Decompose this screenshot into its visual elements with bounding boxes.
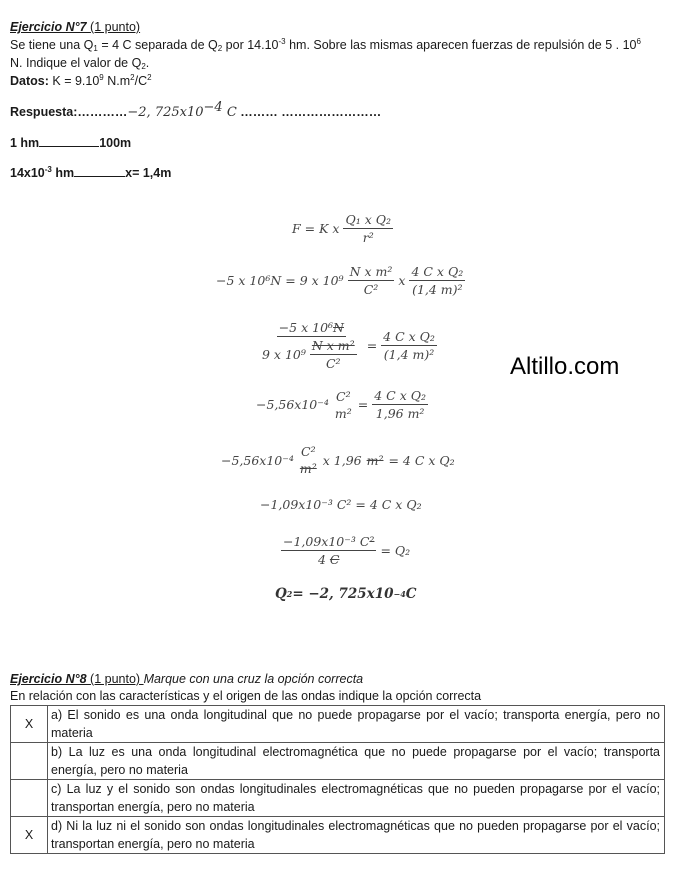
text: = <box>366 338 378 353</box>
equation-7 <box>277 534 410 567</box>
ej7-conversion-1 <box>10 135 131 151</box>
text: 4 C x Q₂ <box>374 388 426 403</box>
text: 4 C x Q₂ <box>383 329 435 344</box>
text: 4 <box>317 552 330 567</box>
fraction-denominator <box>260 337 363 371</box>
blank-line <box>74 165 125 177</box>
fraction <box>343 212 393 245</box>
text: ……… …………………… <box>236 105 382 119</box>
text: −4 <box>393 589 406 599</box>
text: −4 <box>203 100 223 115</box>
fraction <box>298 444 319 476</box>
text: −5 x 10⁶N = 9 x 10⁹ <box>216 273 344 288</box>
fraction-numerator <box>277 320 346 337</box>
fraction <box>281 534 376 567</box>
ej7-respuesta <box>10 100 382 121</box>
text: 2 <box>286 589 293 599</box>
blank-line <box>39 135 99 147</box>
text: 1,96 m² <box>375 406 425 421</box>
text: r² <box>362 230 374 245</box>
ej7-heading <box>10 19 140 35</box>
option-row <box>11 706 665 743</box>
text: m² <box>366 452 384 468</box>
text: 100m <box>99 136 132 150</box>
text: 9 x 10⁹ <box>262 347 306 362</box>
text: x 1,96 <box>322 452 362 468</box>
text: hm <box>51 166 75 180</box>
text: = −2, 725x10 <box>292 586 394 602</box>
option-text: a) El sonido es una onda longitudinal que no puede propagarse por el vacío; transporta energía, pero no materia <box>48 706 665 743</box>
text: Se tiene una Q <box>10 38 94 52</box>
text: F = K x <box>292 221 340 236</box>
text: ………… <box>77 105 128 119</box>
text: C² <box>336 388 351 404</box>
text: 9 <box>99 73 104 82</box>
ej7-datos <box>10 73 152 89</box>
text: por 14.10 <box>222 38 279 52</box>
text: -3 <box>278 37 286 46</box>
text: −1,09x10⁻³ C <box>283 534 370 549</box>
text: 4 C x Q₂ <box>411 264 464 279</box>
option-row <box>11 817 665 854</box>
text: K = 9.10 <box>48 74 100 88</box>
datos-label: Datos: <box>10 74 49 88</box>
text: /C <box>134 74 148 88</box>
text: (1,4 m)² <box>412 282 463 297</box>
text: −5 x 10⁶ <box>278 320 334 335</box>
text: C <box>329 552 340 567</box>
ej8-instruction: Marque con una cruz la opción correcta <box>143 672 364 686</box>
ej8-heading <box>10 671 363 687</box>
text: 14x10 <box>10 166 45 180</box>
equation-2 <box>216 264 469 297</box>
text: = <box>357 397 369 412</box>
text: 2 <box>130 73 135 82</box>
equation-5 <box>221 444 455 476</box>
text: hm. Sobre las mismas aparecen fuerzas de repulsión de 5 . 10 <box>285 38 637 52</box>
ej7-statement-line1 <box>10 37 641 53</box>
text: 6 <box>636 37 641 46</box>
text: m² <box>334 405 352 421</box>
fraction <box>409 264 465 297</box>
ej7-conversion-2 <box>10 165 171 181</box>
option-text: c) La luz y el sonido son ondas longitudinales electromagnéticas que no pueden propagarse por el vacío; transportan energía, pero no materia <box>48 780 665 817</box>
text: x <box>398 273 406 288</box>
text: −1,09x10⁻³ C² = 4 C x Q₂ <box>260 497 422 512</box>
text: = 4 C x Q₂ <box>388 452 455 468</box>
text: C² <box>325 356 341 371</box>
fraction <box>348 264 395 297</box>
ej7-points: (1 punto) <box>90 20 141 34</box>
text: C² <box>363 282 379 297</box>
text: Q <box>275 586 287 602</box>
ej8-points: (1 punto) <box>90 672 144 686</box>
ej7-title: Ejercicio N°7 <box>10 20 91 34</box>
text: . <box>145 56 150 70</box>
fraction <box>333 389 354 421</box>
option-row <box>11 743 665 780</box>
text: m² <box>299 461 317 476</box>
equation-4 <box>256 388 432 421</box>
option-mark-cell[interactable]: X <box>11 706 48 743</box>
respuesta-label: Respuesta: <box>10 105 78 119</box>
option-row <box>11 780 665 817</box>
text: = Q₂ <box>380 543 411 558</box>
fraction <box>381 329 437 362</box>
option-mark-cell[interactable] <box>11 780 48 817</box>
fraction <box>310 338 357 371</box>
text: (1,4 m)² <box>383 347 435 362</box>
text: 2 <box>147 73 152 82</box>
respuesta-value: −2, 725x10 <box>127 105 204 120</box>
ej8-title: Ejercicio N°8 <box>10 672 91 686</box>
text: 2 <box>141 62 146 71</box>
equation-1 <box>292 212 397 245</box>
fraction-numerator <box>281 534 376 551</box>
text: N x m² <box>311 338 355 353</box>
fraction <box>372 388 428 421</box>
text: N x m² <box>349 264 393 279</box>
text: ² <box>369 534 375 549</box>
option-mark-cell[interactable]: X <box>11 817 48 854</box>
equation-6 <box>260 497 422 512</box>
text: x= 1,4m <box>125 166 172 180</box>
text: -3 <box>44 165 52 174</box>
text: −5,56x10⁻⁴ <box>221 452 294 468</box>
text: Q₁ x Q₂ <box>345 212 391 227</box>
text: C² <box>301 444 316 459</box>
text: N.m <box>103 74 131 88</box>
equation-3 <box>256 320 441 371</box>
option-text: b) La luz es una onda longitudinal electromagnética que no puede propagarse por el vacío; transporta energía, pero no materia <box>48 743 665 780</box>
text: N. Indique el valor de Q <box>10 56 142 70</box>
text: = 4 C separada de Q <box>97 38 218 52</box>
option-text: d) Ni la luz ni el sonido son ondas longitudinales electromagnéticas que no pueden propagarse por el vacío; transportan energía, pero no materia <box>48 817 665 854</box>
options-table <box>10 705 665 854</box>
text: 2 <box>217 44 223 53</box>
text: C <box>222 105 237 120</box>
text: C <box>405 586 417 602</box>
ej7-statement-line2 <box>10 55 149 71</box>
text: −5,56x10⁻⁴ <box>256 397 329 412</box>
fraction <box>260 320 363 371</box>
text: N <box>333 320 344 335</box>
final-answer <box>275 586 417 602</box>
option-mark-cell[interactable] <box>11 743 48 780</box>
text: 1 hm <box>10 136 40 150</box>
site-watermark: Altillo.com <box>510 353 620 380</box>
ej8-intro: En relación con las características y el origen de las ondas indique la opción correcta <box>10 689 482 703</box>
text: 1 <box>93 44 98 53</box>
fraction-denominator <box>316 551 342 567</box>
